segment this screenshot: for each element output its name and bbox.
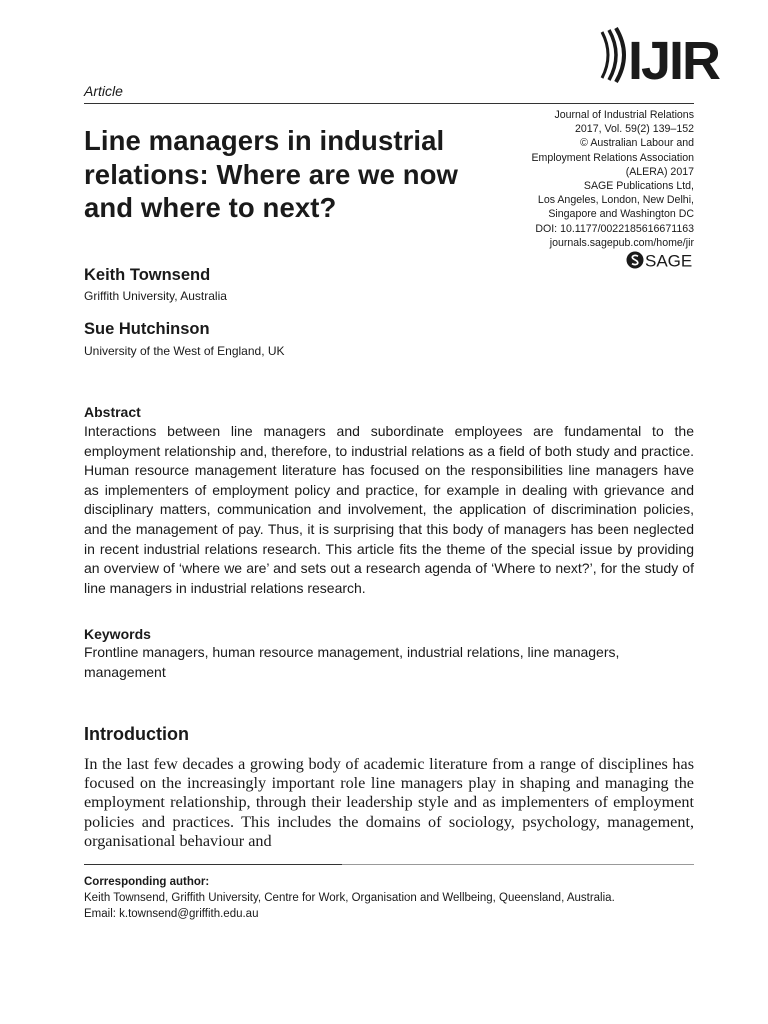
corresponding-author-email[interactable]: Email: k.townsend@griffith.edu.au — [84, 907, 259, 920]
introduction-heading: Introduction — [84, 724, 189, 744]
footnote-rule-accent — [84, 864, 342, 865]
sage-logo-text: SAGE — [645, 251, 693, 271]
author-affiliation: Griffith University, Australia — [84, 289, 227, 303]
keywords-heading: Keywords — [84, 626, 151, 642]
journal-logo-text: IJIR — [628, 31, 720, 91]
journal-info-line: Singapore and Washington DC — [548, 208, 694, 221]
introduction-text: In the last few decades a growing body of academic literature from a range of disciplines has focused on the increasingly important role line managers play in shaping and managing the employment relationship, through their leadership style and as implementers of employment policies and practices. This includes the domains of sociology, psychology, management, organisational behaviour and — [84, 755, 694, 850]
journal-info-line: (ALERA) 2017 — [625, 165, 694, 178]
header-rule — [84, 103, 694, 104]
sage-logo — [626, 250, 694, 270]
journal-url-link[interactable]: journals.sagepub.com/home/jir — [549, 236, 694, 249]
corresponding-author-details — [84, 891, 704, 922]
abstract-heading: Abstract — [84, 404, 141, 420]
keywords-text: Frontline managers, human resource management, industrial relations, line managers, management — [84, 644, 620, 680]
author-name: Keith Townsend — [84, 266, 211, 284]
journal-info-line: SAGE Publications Ltd, — [583, 180, 694, 193]
journal-info-line: Journal of Industrial Relations — [554, 109, 694, 121]
corresponding-author-heading: Corresponding author: — [84, 876, 210, 888]
journal-info-line: 2017, Vol. 59(2) 139–152 — [575, 123, 694, 136]
journal-info — [464, 108, 694, 250]
author-affiliation: University of the West of England, UK — [84, 344, 285, 358]
doi-link[interactable]: DOI: 10.1177/0022185616671163 — [535, 222, 694, 235]
journal-info-line: Los Angeles, London, New Delhi, — [537, 194, 694, 207]
corresponding-author-address: Keith Townsend, Griffith University, Centre for Work, Organisation and Wellbeing, Queensland, Australia. — [84, 892, 615, 904]
author-name: Sue Hutchinson — [84, 320, 210, 338]
journal-info-line: Employment Relations Association — [531, 151, 694, 164]
journal-logo — [598, 26, 720, 91]
article-type-label: Article — [84, 83, 123, 99]
journal-info-line: © Australian Labour and — [580, 137, 694, 150]
abstract-text: Interactions between line managers and subordinate employees are fundamental to the employment relationship and, therefore, to industrial relations as a field of both study and practice. Human resource management literature has focused on the responsibilities line managers have as implementers of employment policy and practice, for example in dealing with grievance and disciplinary matters, communication and involvement, the application of discrimination policies, and the management of pay. Thus, it is surprising that this body of managers has been neglected in recent industrial relations research. This article fits the theme of the special issue by providing an overview of ‘where we are’ and sets out a research agenda of ‘Where to next?’, for the study of line managers in industrial relations research. — [84, 423, 694, 596]
article-title: Line managers in industrial relations: Where are we now and where to next? — [84, 125, 459, 223]
